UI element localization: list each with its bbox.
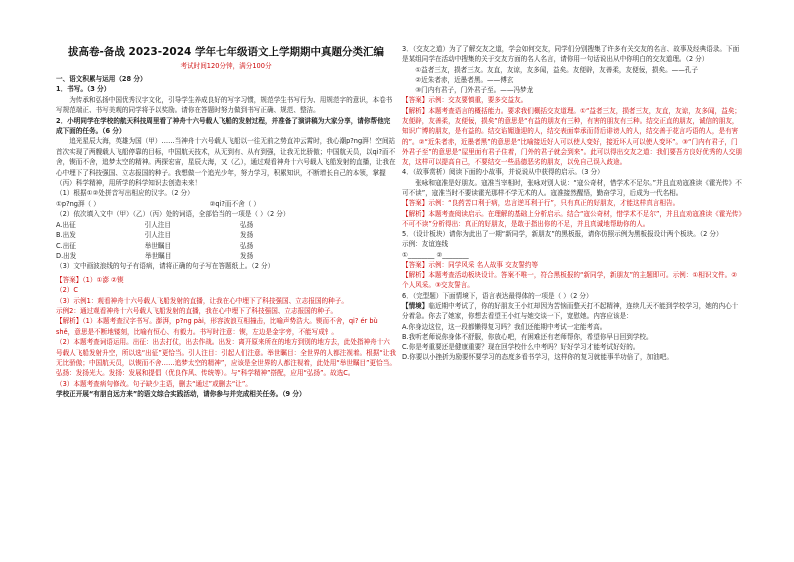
- scene-label: 【情境】: [402, 302, 429, 311]
- answer-3b: 示例2：通过观看神舟十六号载人飞船发射的直播，我在心中埋下了科技强国、立志报国的种子。: [56, 306, 338, 315]
- option-cell: 发扬: [240, 231, 254, 240]
- answer-1: （1）①澎 ②锲: [82, 275, 124, 284]
- question-2-1: （1）根据①②处拼音写出相应的汉字。（2 分）: [56, 189, 194, 198]
- answer-3: （3）示例1：观看神舟十六号载人飞船发射的直播，让我在心中埋下了科技强国、立志报国的种子。: [56, 296, 348, 305]
- answer-q3-text: 示例：交友要慎重，要多交益友。: [428, 96, 528, 105]
- scene-text: 临近期中考试了，你的好朋友王小红却因为苦恼而整天打不起精神，连续几天不能到学校学习，她的内心十分着急。你去了她家，你想去看望王小红与她交谈一下，宽慰她。内容应该是：: [402, 302, 739, 321]
- analysis-1: [56, 316, 396, 337]
- answer-q4-text: 示例：“良药苦口利于病，忠言逆耳利于行”，只有真正的好朋友，才能这样真言相告。: [428, 199, 680, 208]
- answer-label: 【答案】: [56, 275, 83, 284]
- answer-label: 【答案】: [402, 199, 429, 208]
- answer-q3: [402, 95, 742, 105]
- analysis-label: 【解析】: [402, 271, 429, 280]
- analysis-1-text: （1）本题考查汉字书写。澎湃，p?ng pài，形容波浪互相撞击，比喻声势浩大。锲而不舍，qi? ér bù shě，意思是不断地镂刻，比喻有恒心、有毅力。书写时注意：锲，左边是金字旁，不能写成钅。: [56, 317, 378, 336]
- answer-q5: [402, 260, 742, 270]
- option-cell: 弘扬: [239, 241, 254, 250]
- answer-label: 【答案】: [402, 96, 429, 105]
- option-cell: 发扬: [240, 251, 254, 260]
- question-6: 6．（完型题）下面情境下，语言表达最得体的一项是（ ）（2 分）: [402, 291, 593, 300]
- question-5: 5．（设计板块）请你为此出了一期“新同学，新朋友”的黑板报，请你仿照示例为黑板报设计两个板块。（2 分）: [402, 230, 723, 239]
- choice-a: A.你身边这位，这一段都懒得复习吗？我们还能期中考试一定能考高。: [402, 322, 607, 331]
- option-cell: 举世瞩目: [144, 241, 172, 250]
- pinyin-blank-b: ②qi?而不舍（ ）: [209, 199, 260, 208]
- analysis-q4: [402, 209, 742, 230]
- answer-2: （2）C: [56, 286, 78, 295]
- option-cell: 弘扬: [240, 220, 254, 229]
- scene-paragraph: [402, 301, 742, 322]
- option-row: [56, 220, 253, 230]
- option-list: [56, 220, 396, 262]
- pinyin-blank-a: ①p?ng湃（ ）: [56, 199, 100, 208]
- answer-block: [56, 275, 396, 285]
- page-title: 拔高卷-备战 2023-2024 学年七年级语文上学期期中真题分类汇编: [68, 46, 384, 58]
- quote-1: ①益者三友，损者三友。友直，友谅，友多闻，益矣。友便辟，友善柔，友便佞，损矣。——孔子: [415, 65, 699, 74]
- question-4: 4．（故事赏析）阅读下面的小故事，并说说从中获得的启示。（3 分）: [402, 168, 604, 177]
- answer-q4: [402, 198, 742, 208]
- question-1: 1．书写。（3 分）: [56, 85, 111, 94]
- analysis-q5: [402, 270, 742, 291]
- question-2-2: （2）依次填入文中（甲）（乙）（丙）处的词语，全部恰当的一项是（ ）（2 分）: [56, 210, 290, 219]
- analysis-2: （2）本题考查词语运用。出征：出去打仗，出去作战。出发：离开原来所在的地方到别的地方去，此处指神舟十六号载人飞船发射升空，所以选“出征”更恰当。引人注目：引起人们注意。举世瞩目：全世界的人都注视着。根据“让我无比骄傲；中国航天员，以锲而不舍……追梦太空的精神”，应该是全世界的人都注视着，此处用“举世瞩目”更恰当。弘扬：发扬光大。发扬：发展和提倡（优良作风、传统等）。与“科学精神”搭配，应用“弘扬”。故选C。: [56, 338, 396, 378]
- story-passage: 张咏和寇准是好朋友。寇准当宰相时，张咏对别人说：“寇公奇材，惜学术不足尔。”并且直劝寇准读《霍光传》不可不读”，寇准当时不要读霍光那样不学无术的人。寇准接然醒悟，勤奋学习，后成为一代名相。: [402, 178, 742, 197]
- question-5-blanks: ①________ ②________: [402, 250, 469, 259]
- option-cell: 举世瞩目: [145, 251, 172, 260]
- analysis-3: （3）本题考查病句修改。句子缺少主语，删去“通过”或删去“让”。: [56, 379, 252, 388]
- option-row: [56, 230, 253, 240]
- answer-q5-text: 示例：同学风采 名人故事 交友誓约等: [428, 260, 539, 269]
- analysis-label: 【解析】: [56, 317, 83, 326]
- quote-3: ③门内有君子，门外君子至。——冯梦龙: [415, 86, 534, 95]
- section-heading: 一、语文积累与运用（28 分）: [56, 75, 147, 83]
- analysis-q4-text: 本题考查阅读启示。在理解的基础上分析启示。结合“寇公奇材，惜学术不足尔”，并且直劝寇准读《霍光传》不可不读”分析得出：真正的好朋友，是敢于指出你的不足，并且真诚地帮助你的人。: [402, 209, 742, 228]
- analysis-q5-text: 本题考查活动板块设计。答案不唯一，符合黑板报的“新同学，新朋友”的主题即可。示例：①相识文件。②个人风采。③交友誓言。: [402, 271, 738, 290]
- analysis-q3-text: 本题考查语言的概括能力。要求我们概括交友道理。①“益者三友，损者三友，友直，友谅，友多闻，益矣；友便辟，友善柔，友便佞，损矣”的意思是“有益的朋友有三种，有害的朋友有三种。结交正直的朋友，诚信的朋友，知识广博的朋友，是有益的。结交谄媚逢迎的人，结交表面奉承而背后诽谤人的人，结交善于花言巧语的人，是有害的”。②“近朱者赤，近墨者黑”的意思是“比喻接近好人可以使人变好，接近坏人可以使人变坏”。③“门内有君子，门外君子至”的意思是“屋里面有君子住着，门外的君子就会到来”。此可以得出交友之道：我们要吾方良好优秀的人交朋友，这样可以提高自己，不要结交一些品德恶劣的朋友，以免自己误入歧途。: [402, 106, 742, 167]
- question-3-intro: 学校正开展“有朋自远方来”的语文综合实践活动，请你参与并完成相关任务。（9 分）: [56, 390, 306, 399]
- option-cell: A.出征: [56, 220, 76, 229]
- question-3: 3．（交友之道）为了了解交友之道，学会如何交友，同学们分别搜集了许多有关交友的名言、故事及经典语录。下面是某组同学在活动中搜集的关于交友方面的名人名言，请你用一句话说出从中你明白的交友道理。（2 分）: [402, 45, 740, 64]
- choice-c: C.你是考重要还是健康重要？现在回学校什么中考吗？好好学习才能考试好好的。: [402, 343, 640, 352]
- analysis-label: 【解析】: [402, 209, 429, 218]
- left-column: [56, 74, 396, 400]
- option-cell: D.出发: [56, 251, 77, 260]
- option-cell: 引人注目: [144, 231, 172, 240]
- analysis-label: 【解析】: [402, 106, 429, 115]
- right-column: [402, 44, 742, 363]
- question-5-example: 示例：友谊连线: [402, 240, 449, 249]
- question-1-body: 为传承和弘扬中国优秀汉字文化，引导学生养成良好的写字习惯，规范学生书写行为、用规范字的意识，本卷书写规范端正、书写美观的同学将予以奖励。请你在答题时努力做到书写正确、规范、整洁。: [56, 95, 393, 115]
- question-2-passage: 追光星辰大海，英雄为国（甲）……当神舟十六号载人飞船以一往无前之势直冲云霄时，我心潮p?ng湃！空间站首次实现了两艘载人飞船停靠的目标，中国航天技术，从无到有、从有到强，让我无比骄傲；中国航天员，以qi?而不舍，锲而不舍，追梦太空的精神。两探宏宙，星辰大海，又（乙），通过观看神舟十六号载人飞船发射的直播，让我在心中埋下了科技强国、立志报国的种子。我想做一个追光少年，努力学习，积累知识，不断增长自己的本领，掌握（丙）科学精神，用所学的科学知识去创造未来！: [56, 137, 396, 188]
- choice-d: D.你要以小挫折为励要怀要学习的态度多看书学习，这样你的复习就能事半功倍了，加油吧。: [402, 353, 673, 362]
- option-cell: 引人注目: [144, 220, 172, 229]
- choice-b: B.我听老师说你身体不舒服，你放心吧，有困难还有老师帮你，希望你早日回到学校。: [402, 332, 653, 341]
- question-2: 2．小明同学在学校的航天科技周里看了神舟十六号载人飞船的发射过程，并准备了演讲稿为大家分享，请你帮他完成下面的任务。（6 分）: [56, 116, 391, 136]
- answer-label: 【答案】: [402, 260, 429, 269]
- option-row: [56, 241, 253, 251]
- option-row: [56, 251, 253, 261]
- quote-2: ②近朱者赤，近墨者黑。——傅玄: [415, 75, 514, 84]
- analysis-q3: [402, 106, 742, 168]
- option-cell: C.出征: [56, 241, 76, 250]
- exam-info: 考试时间120分钟，满分100分: [180, 62, 272, 70]
- question-2-3: （3）文中画波浪线的句子有语病，请将正确的句子写在答题纸上。（2 分）: [56, 262, 275, 271]
- pinyin-blanks: [56, 199, 260, 209]
- option-cell: B.出发: [56, 231, 76, 240]
